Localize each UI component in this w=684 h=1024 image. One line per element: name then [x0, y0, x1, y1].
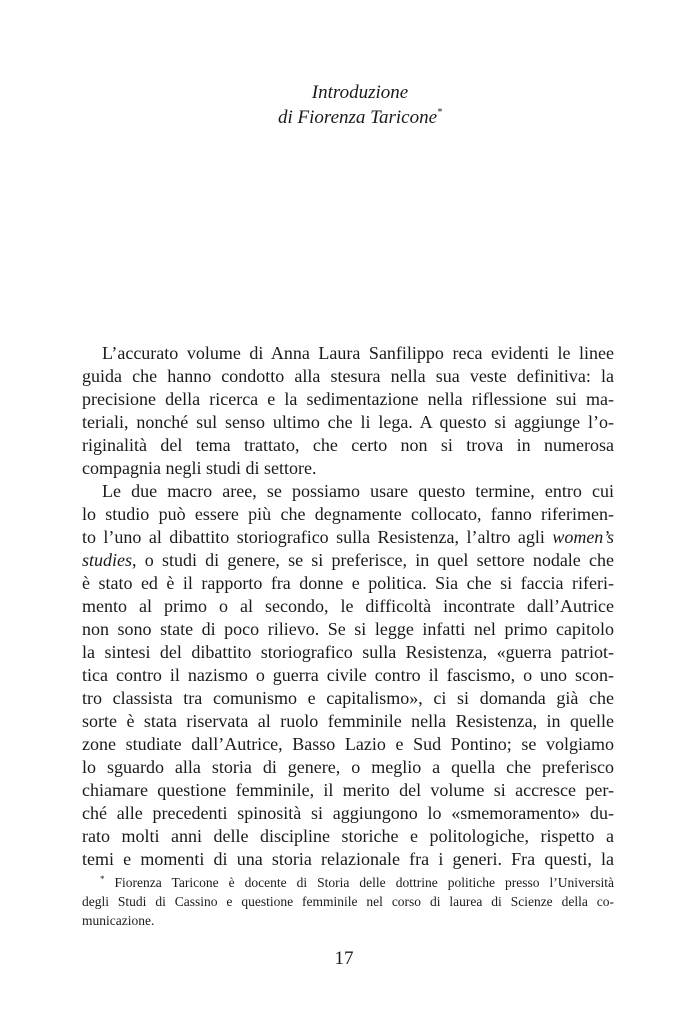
footnote-line: [82, 873, 614, 892]
text-line: sorte è stata riservata al ruolo femminile nella Resistenza, in quelle: [82, 711, 614, 731]
text-line: teriali, nonché sul senso ultimo che li lega. A questo si aggiunge l’o-: [82, 412, 614, 432]
footnote-reference[interactable]: *: [437, 107, 443, 118]
footnote-line: municazione.: [82, 913, 155, 928]
footnote: [82, 873, 614, 930]
page-number-text: 17: [334, 948, 354, 969]
chapter-heading: [0, 80, 684, 130]
text-line: lo sguardo alla storia di genere, o meglio a quella che preferisco: [82, 757, 614, 777]
text-line: guida che hanno condotto alla stesura nella sua veste definitiva: la: [82, 366, 614, 386]
footnote-text: Fiorenza Taricone è docente di Storia delle dottrine politiche presso l’Università: [104, 875, 614, 890]
text-line: L’accurato volume di Anna Laura Sanfilippo reca evidenti le linee: [102, 343, 614, 363]
text-line: riginalità del tema trattato, che certo non si trova in numerosa: [82, 435, 614, 455]
text-line: compagnia negli studi di settore.: [82, 458, 317, 478]
text-line: tica contro il nazismo o guerra civile contro il fascismo, o uno scon-: [82, 665, 614, 685]
byline-text: di Fiorenza Taricone: [277, 107, 438, 128]
text-line: ché alle precedenti spinosità si aggiungono lo «smemoramento» du-: [82, 803, 614, 823]
text-line: [82, 549, 614, 572]
body-text: [82, 342, 614, 871]
page-number: [0, 948, 684, 970]
italic-term: studies: [82, 550, 133, 570]
text-line: Le due macro aree, se possiamo usare questo termine, entro cui: [102, 481, 614, 501]
chapter-title: Introduzione: [311, 82, 409, 103]
text-line: mento al primo o al secondo, le difficoltà incontrate dall’Autrice: [82, 596, 614, 616]
text-line: rato molti anni delle discipline storiche e politologiche, rispetto a: [82, 826, 614, 846]
footnote-line: degli Studi di Cassino e questione femminile nel corso di laurea di Scienze della co-: [82, 894, 614, 909]
footnote-marker: *: [100, 874, 105, 884]
text-line: non sono state di poco rilievo. Se si legge infatti nel primo capitolo: [82, 619, 614, 639]
text-line: è stato ed è il rapporto fra donne e politica. Sia che si faccia riferi-: [82, 573, 614, 593]
chapter-byline: [36, 105, 684, 130]
text-line: zone studiate dall’Autrice, Basso Lazio e Sud Pontino; se volgiamo: [82, 734, 614, 754]
text-line: temi e momenti di una storia relazionale fra i generi. Fra questi, la: [82, 849, 614, 869]
text-line: la sintesi del dibattito storiografico sulla Resistenza, «guerra patriot-: [82, 642, 614, 662]
text-line: chiamare questione femminile, il merito del volume si accresce per-: [82, 780, 614, 800]
text-line: tro classista tra comunismo e capitalismo», ci si domanda già che: [82, 688, 614, 708]
text-segment: , o studi di genere, se si preferisce, in quel settore nodale che: [132, 550, 614, 570]
text-line: precisione della ricerca e la sedimentazione nella riflessione sui ma-: [82, 389, 614, 409]
text-segment: to l’uno al dibattito storiografico sulla Resistenza, l’altro agli: [82, 527, 553, 547]
italic-term: women’s: [552, 527, 614, 547]
text-line: [82, 526, 614, 549]
text-line: lo studio può essere più che degnamente collocato, fanno riferimen-: [82, 504, 614, 524]
